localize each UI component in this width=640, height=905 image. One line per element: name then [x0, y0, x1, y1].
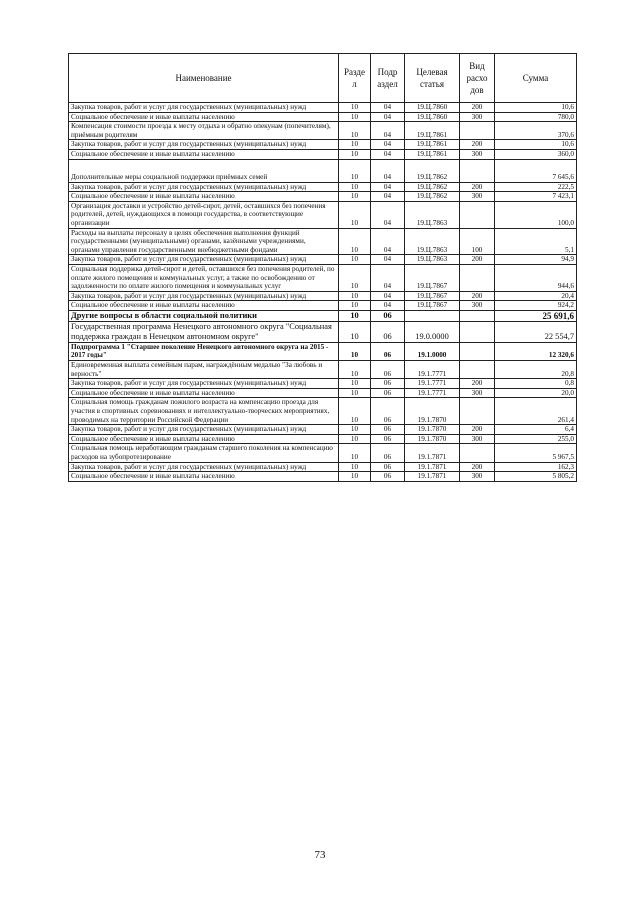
- cell-name: Социальная поддержка детей-сирот и детей, оставшихся без попечения родителей, по оплате жилого помещения и коммунальных услуг, а также по освобождению от задолженности по оплате жилого помещения и коммунальных услуг: [69, 264, 339, 291]
- cell-subsection: 04: [371, 140, 405, 150]
- cell-name: Закупка товаров, работ и услуг для государственных (муниципальных) нужд: [69, 379, 339, 389]
- cell-name: Организация доставки и устройство детей-сирот, детей, оставшихся без попечения родителей, детей, нуждающихся в помощи государства, в соответствующие организации: [69, 201, 339, 228]
- cell-subsection: 06: [371, 361, 405, 379]
- cell-section: 10: [339, 112, 371, 122]
- cell-name: Закупка товаров, работ и услуг для государственных (муниципальных) нужд: [69, 140, 339, 150]
- table-row: [69, 379, 577, 389]
- cell-subsection: 04: [371, 103, 405, 113]
- cell-subsection: 04: [371, 122, 405, 140]
- cell-target: 19.1.7771: [405, 361, 460, 379]
- cell-expense-type: [460, 361, 495, 379]
- cell-amount: 924,2: [495, 301, 577, 311]
- cell-subsection: 06: [371, 444, 405, 462]
- header-name: Наименование: [69, 54, 339, 103]
- table-row: [69, 434, 577, 444]
- table-row: [69, 255, 577, 265]
- table-row: [69, 342, 577, 360]
- cell-amount: 944,6: [495, 264, 577, 291]
- cell-expense-type: 200: [460, 425, 495, 435]
- cell-name: Социальная помощь неработающим гражданам старшего поколения на компенсацию расходов на зубопротезирование: [69, 444, 339, 462]
- cell-section: 10: [339, 149, 371, 159]
- table-row: [69, 103, 577, 113]
- cell-expense-type: [460, 398, 495, 425]
- table-row: [69, 140, 577, 150]
- cell-amount: 5 967,5: [495, 444, 577, 462]
- cell-target: 19.Ц.7861: [405, 149, 460, 159]
- cell-expense-type: 200: [460, 103, 495, 113]
- cell-name: Социальная помощь гражданам пожилого возраста на компенсацию проезда для участия в спортивных соревнованиях и интеллектуально-творческих мероприятиях, проводимых на территории Российской Федерации: [69, 398, 339, 425]
- cell-expense-type: 200: [460, 291, 495, 301]
- budget-table: [68, 53, 577, 482]
- cell-expense-type: [460, 122, 495, 140]
- cell-amount: 162,3: [495, 462, 577, 472]
- table-row: [69, 122, 577, 140]
- cell-target: 19.Ц.7867: [405, 301, 460, 311]
- cell-expense-type: 100: [460, 228, 495, 255]
- cell-expense-type: [460, 264, 495, 291]
- cell-amount: 255,0: [495, 434, 577, 444]
- cell-name: Дополнительные меры социальной поддержки приёмных семей: [69, 159, 339, 182]
- cell-target: 19.Ц.7862: [405, 182, 460, 192]
- cell-name: Закупка товаров, работ и услуг для государственных (муниципальных) нужд: [69, 291, 339, 301]
- cell-section: 10: [339, 159, 371, 182]
- cell-section: 10: [339, 398, 371, 425]
- cell-amount: 7 645,6: [495, 159, 577, 182]
- cell-section: 10: [339, 342, 371, 360]
- cell-subsection: 04: [371, 192, 405, 202]
- cell-section: 10: [339, 301, 371, 311]
- table-row: [69, 149, 577, 159]
- cell-expense-type: 300: [460, 472, 495, 482]
- cell-section: 10: [339, 182, 371, 192]
- cell-expense-type: 300: [460, 388, 495, 398]
- cell-subsection: 04: [371, 264, 405, 291]
- cell-name: Социальное обеспечение и иные выплаты населению: [69, 472, 339, 482]
- cell-amount: 360,0: [495, 149, 577, 159]
- cell-section: 10: [339, 444, 371, 462]
- cell-expense-type: 300: [460, 301, 495, 311]
- cell-expense-type: [460, 321, 495, 342]
- cell-section: 10: [339, 255, 371, 265]
- table-row: [69, 388, 577, 398]
- cell-subsection: 04: [371, 201, 405, 228]
- cell-expense-type: 300: [460, 112, 495, 122]
- table-row: [69, 301, 577, 311]
- cell-section: 10: [339, 462, 371, 472]
- cell-amount: 20,4: [495, 291, 577, 301]
- cell-amount: 25 691,6: [495, 310, 577, 321]
- cell-amount: 5,1: [495, 228, 577, 255]
- table-row: [69, 182, 577, 192]
- cell-name: Закупка товаров, работ и услуг для государственных (муниципальных) нужд: [69, 255, 339, 265]
- cell-expense-type: [460, 310, 495, 321]
- cell-name: Социальное обеспечение и иные выплаты населению: [69, 434, 339, 444]
- table-row: [69, 228, 577, 255]
- header-section: Разде л: [339, 54, 371, 103]
- cell-name: Закупка товаров, работ и услуг для государственных (муниципальных) нужд: [69, 425, 339, 435]
- table-row: [69, 112, 577, 122]
- cell-section: 10: [339, 434, 371, 444]
- cell-section: 10: [339, 264, 371, 291]
- cell-amount: 10,6: [495, 140, 577, 150]
- cell-subsection: 06: [371, 388, 405, 398]
- table-row: [69, 159, 577, 182]
- cell-section: 10: [339, 425, 371, 435]
- cell-target: 19.Ц.7867: [405, 264, 460, 291]
- cell-target: 19.Ц.7861: [405, 122, 460, 140]
- cell-section: 10: [339, 192, 371, 202]
- cell-target: 19.Ц.7867: [405, 291, 460, 301]
- cell-target: 19.0.0000: [405, 321, 460, 342]
- table-row: [69, 201, 577, 228]
- cell-subsection: 04: [371, 301, 405, 311]
- cell-amount: 370,6: [495, 122, 577, 140]
- cell-name: Единовременная выплата семейным парам, награждённым медалью "За любовь и верность": [69, 361, 339, 379]
- cell-amount: 222,5: [495, 182, 577, 192]
- cell-amount: 5 805,2: [495, 472, 577, 482]
- cell-target: 19.Ц.7862: [405, 192, 460, 202]
- cell-subsection: 06: [371, 425, 405, 435]
- cell-section: 10: [339, 140, 371, 150]
- table-body: [69, 103, 577, 482]
- cell-expense-type: 300: [460, 434, 495, 444]
- cell-expense-type: 200: [460, 140, 495, 150]
- cell-subsection: 06: [371, 310, 405, 321]
- cell-subsection: 04: [371, 255, 405, 265]
- cell-name: Закупка товаров, работ и услуг для государственных (муниципальных) нужд: [69, 182, 339, 192]
- cell-name: Социальное обеспечение и иные выплаты населению: [69, 301, 339, 311]
- cell-section: 10: [339, 379, 371, 389]
- cell-name: Закупка товаров, работ и услуг для государственных (муниципальных) нужд: [69, 462, 339, 472]
- cell-target: 19.1.7870: [405, 398, 460, 425]
- cell-name: Государственная программа Ненецкого автономного округа "Социальная поддержка граждан в Ненецком автономном округе": [69, 321, 339, 342]
- header-subsection: Подр аздел: [371, 54, 405, 103]
- cell-expense-type: 300: [460, 192, 495, 202]
- cell-expense-type: 200: [460, 379, 495, 389]
- cell-target: 19.Ц.7861: [405, 140, 460, 150]
- header-expense-type: Вид расхо дов: [460, 54, 495, 103]
- cell-target: 19.1.7771: [405, 388, 460, 398]
- header-target: Целевая статья: [405, 54, 460, 103]
- cell-subsection: 06: [371, 342, 405, 360]
- cell-expense-type: 300: [460, 149, 495, 159]
- cell-amount: 6,4: [495, 425, 577, 435]
- table-row: [69, 291, 577, 301]
- cell-amount: 7 423,1: [495, 192, 577, 202]
- cell-target: 19.1.7871: [405, 462, 460, 472]
- cell-name: Подпрограмма 1 "Старшее поколение Ненецкого автономного округа на 2015 - 2017 годы": [69, 342, 339, 360]
- cell-name: Социальное обеспечение и иные выплаты населению: [69, 192, 339, 202]
- cell-name: Социальное обеспечение и иные выплаты населению: [69, 388, 339, 398]
- cell-target: 19.1.7871: [405, 444, 460, 462]
- cell-name: Социальное обеспечение и иные выплаты населению: [69, 112, 339, 122]
- table-row: [69, 361, 577, 379]
- table-row: [69, 462, 577, 472]
- cell-section: 10: [339, 122, 371, 140]
- cell-subsection: 06: [371, 321, 405, 342]
- cell-subsection: 04: [371, 159, 405, 182]
- table-row: [69, 425, 577, 435]
- cell-subsection: 06: [371, 472, 405, 482]
- cell-expense-type: [460, 201, 495, 228]
- cell-amount: 22 554,7: [495, 321, 577, 342]
- cell-target: 19.Ц.7863: [405, 201, 460, 228]
- cell-section: 10: [339, 228, 371, 255]
- cell-name: Расходы на выплаты персоналу в целях обеспечения выполнения функций государственными (муниципальными) органами, казёнными учреждениями, органами управления государственными внебюджетными фондами: [69, 228, 339, 255]
- page-number: 73: [314, 849, 326, 861]
- cell-target: 19.1.0000: [405, 342, 460, 360]
- cell-expense-type: [460, 444, 495, 462]
- table-row: [69, 472, 577, 482]
- cell-section: 10: [339, 388, 371, 398]
- cell-amount: 20,0: [495, 388, 577, 398]
- cell-target: 19.Ц.7862: [405, 159, 460, 182]
- cell-subsection: 06: [371, 379, 405, 389]
- cell-amount: 10,6: [495, 103, 577, 113]
- cell-name: Закупка товаров, работ и услуг для государственных (муниципальных) нужд: [69, 103, 339, 113]
- cell-subsection: 04: [371, 291, 405, 301]
- cell-target: 19.1.7870: [405, 434, 460, 444]
- cell-amount: 261,4: [495, 398, 577, 425]
- cell-name: Другие вопросы в области социальной политики: [69, 310, 339, 321]
- cell-section: 10: [339, 201, 371, 228]
- cell-section: 10: [339, 321, 371, 342]
- cell-expense-type: 200: [460, 182, 495, 192]
- cell-target: 19.Ц.7860: [405, 112, 460, 122]
- cell-amount: 20,8: [495, 361, 577, 379]
- cell-expense-type: 200: [460, 462, 495, 472]
- cell-target: 19.1.7870: [405, 425, 460, 435]
- cell-target: 19.Ц.7863: [405, 228, 460, 255]
- cell-subsection: 06: [371, 434, 405, 444]
- header-amount: Сумма: [495, 54, 577, 103]
- cell-expense-type: [460, 342, 495, 360]
- cell-name: Социальное обеспечение и иные выплаты населению: [69, 149, 339, 159]
- table-header-row: [69, 54, 577, 103]
- cell-subsection: 04: [371, 149, 405, 159]
- cell-subsection: 04: [371, 182, 405, 192]
- cell-section: 10: [339, 291, 371, 301]
- table-row: [69, 321, 577, 342]
- cell-section: 10: [339, 103, 371, 113]
- cell-target: [405, 310, 460, 321]
- cell-subsection: 04: [371, 112, 405, 122]
- table-row: [69, 264, 577, 291]
- cell-section: 10: [339, 472, 371, 482]
- cell-target: 19.Ц.7860: [405, 103, 460, 113]
- cell-expense-type: 200: [460, 255, 495, 265]
- cell-subsection: 04: [371, 228, 405, 255]
- cell-section: 10: [339, 361, 371, 379]
- cell-amount: 94,9: [495, 255, 577, 265]
- cell-expense-type: [460, 159, 495, 182]
- table-row: [69, 310, 577, 321]
- cell-amount: 780,0: [495, 112, 577, 122]
- cell-name: Компенсация стоимости проезда к месту отдыха и обратно опекунам (попечителям), приёмным родителям: [69, 122, 339, 140]
- table-row: [69, 444, 577, 462]
- cell-subsection: 06: [371, 398, 405, 425]
- cell-target: 19.Ц.7863: [405, 255, 460, 265]
- cell-target: 19.1.7871: [405, 472, 460, 482]
- table-row: [69, 398, 577, 425]
- table-row: [69, 192, 577, 202]
- cell-amount: 0,8: [495, 379, 577, 389]
- cell-subsection: 06: [371, 462, 405, 472]
- cell-section: 10: [339, 310, 371, 321]
- cell-amount: 12 320,6: [495, 342, 577, 360]
- cell-target: 19.1.7771: [405, 379, 460, 389]
- cell-amount: 100,0: [495, 201, 577, 228]
